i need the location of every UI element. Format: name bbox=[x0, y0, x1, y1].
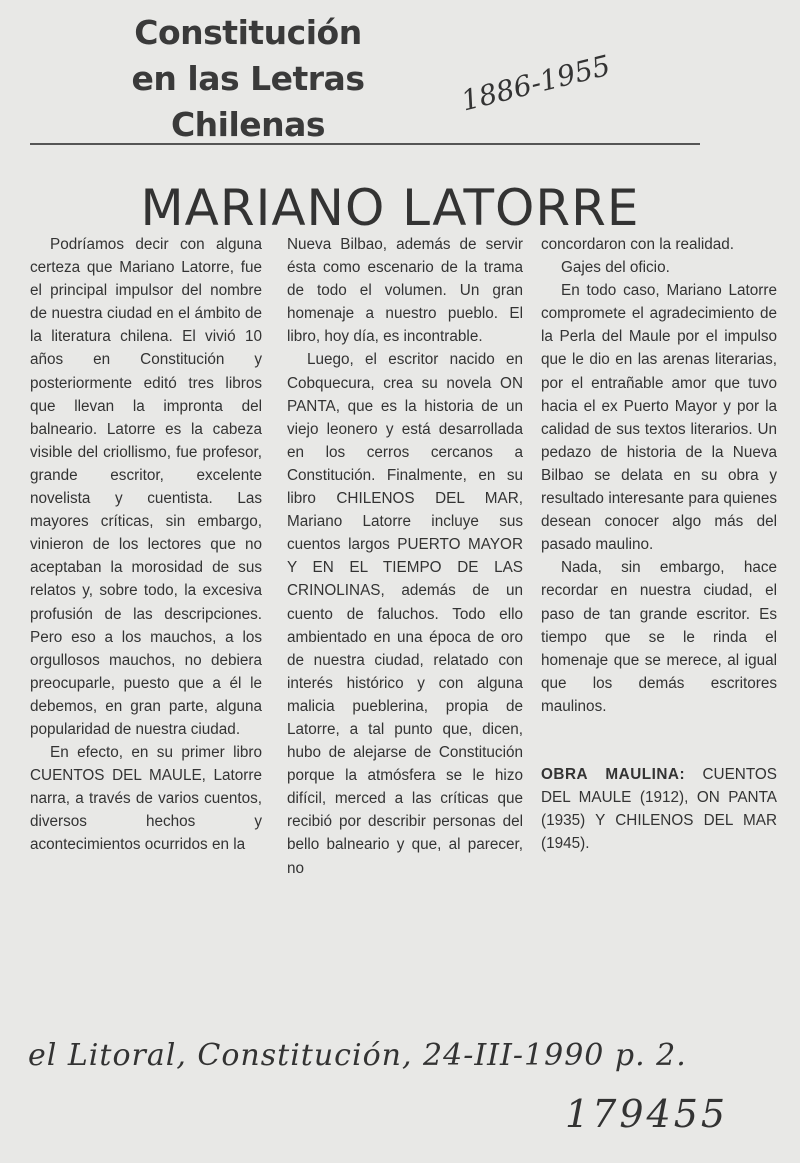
paragraph: Nada, sin embargo, hace recordar en nuestra ciudad, el paso de tan grande escritor. Es tiempo que se le rinda el homenaje que se merece, al igual que los demás escritores maulinos. bbox=[541, 559, 777, 715]
section-heading bbox=[128, 10, 368, 148]
paragraph: En efecto, en su primer libro CUENTOS DEL MAULE, Latorre narra, a través de varios cuentos, diversos hechos y acontecimientos ocurridos en la bbox=[30, 744, 262, 854]
handwritten-reference-number: 179455 bbox=[565, 1092, 729, 1136]
article-column-2 bbox=[287, 233, 523, 880]
works-list bbox=[541, 763, 777, 855]
article-column-3 bbox=[541, 233, 777, 855]
paragraph: Luego, el escritor nacido en Cobquecura, crea su novela ON PANTA, que es la historia de un viejo leonero y está desarrollada en los cerros cercanos a Constitución. Finalmente, en su libro CHILENOS DEL MAR, Mariano Latorre incluye sus cuentos largos PUERTO MAYOR Y EN EL TIEMPO DE LAS CRINOLINAS, además de un cuento de faluchos. Todo ello ambientado en una época de oro de nuestra ciudad, relatado con interés histórico y con alguna malicia pueblerina, propia de Latorre, a tal punto que, dicen, hubo de alejarse de Constitución porque la atmósfera se le hizo difícil, merced a las críticas que recibió por describir personas del bello balneario y que, al parecer, no bbox=[287, 351, 523, 877]
article-column-1 bbox=[30, 233, 262, 857]
paragraph: concordaron con la realidad. bbox=[541, 236, 735, 253]
handwritten-years: 1886-1955 bbox=[458, 48, 614, 118]
works-label: OBRA MAULINA: bbox=[541, 765, 686, 783]
divider-rule bbox=[30, 143, 700, 145]
section-heading-line-1: Constitución bbox=[134, 13, 362, 52]
paragraph: Podríamos decir con alguna certeza que Mariano Latorre, fue el principal impulsor del nombre de nuestra ciudad en el ámbito de la literatura chilena. El vivió 10 años en Constitución y posteriormente editó tres libros que llevan la impronta del balneario. Latorre es la cabeza visible del criollismo, fue profesor, grande escritor, excelente novelista y cuentista. Las mayores críticas, sin embargo, vinieron de los lectores que no aceptaban la morosidad de sus relatos y, sobre todo, la excesiva profusión de las descripciones. Pero eso a los mauchos, a los orgullosos mauchos, no debiera preocuparle, puesto que a él le debemos, en gran parte, alguna popularidad de nuestra ciudad. bbox=[30, 236, 262, 738]
works-text: CUENTOS DEL MAULE (1912), ON PANTA (1935) Y CHILENOS DEL MAR (1945). bbox=[541, 765, 778, 853]
handwritten-source-note: el Litoral, Constitución, 24-III-1990 p. 2. bbox=[28, 1038, 687, 1073]
paragraph: En todo caso, Mariano Latorre compromete el agradecimiento de la Perla del Maule por el impulso que le dio en las arenas literarias, por el entrañable amor que tuvo hacia el ex Puerto Mayor y por la calidad de sus textos literarios. Un pedazo de historia de la Nueva Bilbao se delata en su obra y resultado interesante para quienes desean conocer algo más del pasado maulino. bbox=[541, 282, 777, 554]
paragraph: Gajes del oficio. bbox=[561, 259, 670, 277]
section-heading-line-3: Chilenas bbox=[170, 105, 326, 144]
article-title: MARIANO LATORRE bbox=[140, 179, 640, 237]
section-heading-line-2: en las Letras bbox=[131, 59, 365, 98]
paragraph: Nueva Bilbao, además de servir ésta como escenario de la trama de todo el volumen. Un gran homenaje a nuestro pueblo. El libro, hoy día, es incontrable. bbox=[287, 236, 523, 346]
